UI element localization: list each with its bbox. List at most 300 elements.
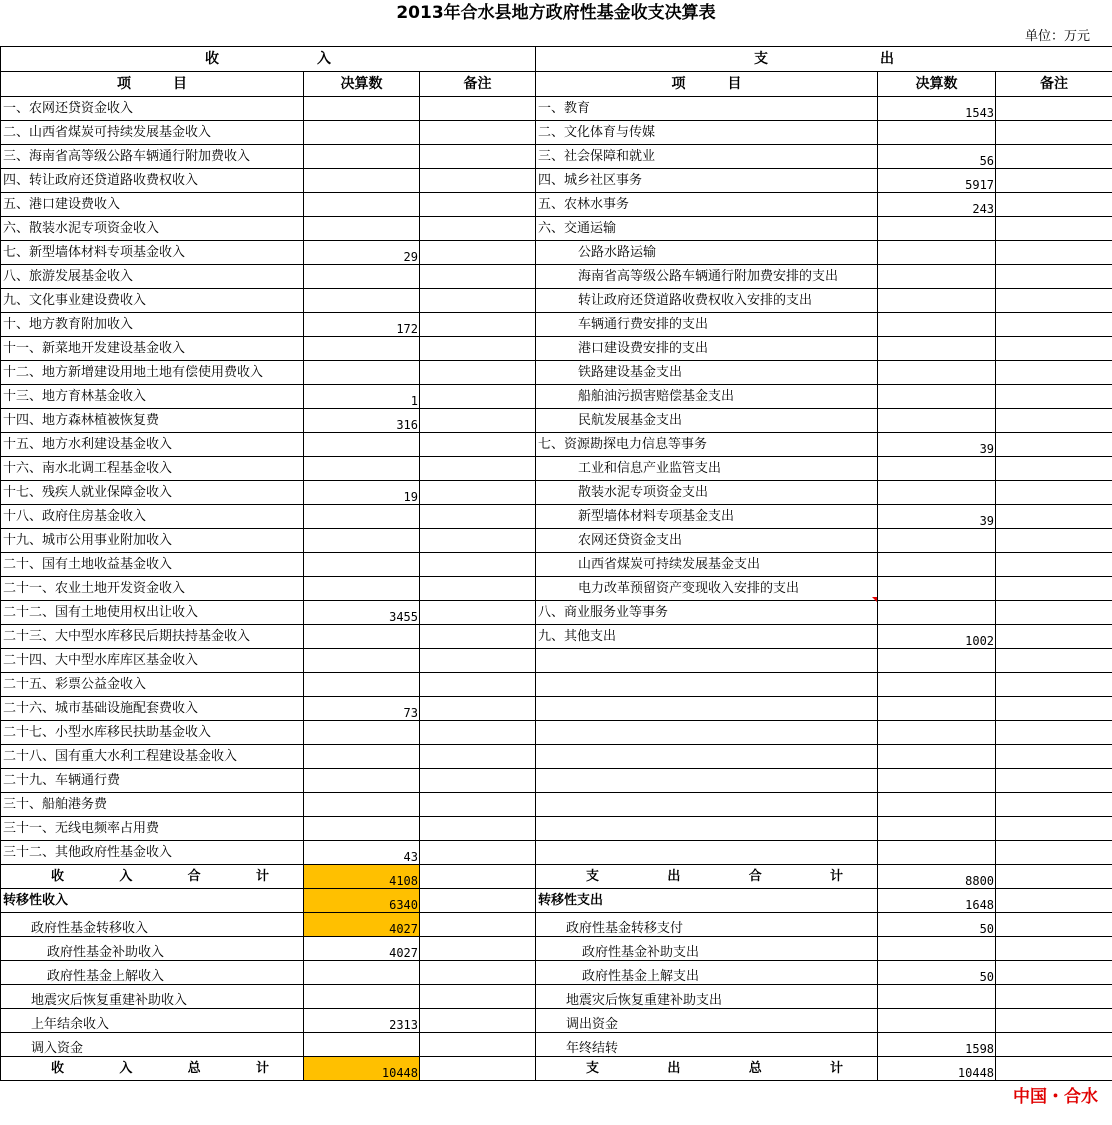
expense-note [996, 913, 1112, 937]
income-item: 三、海南省高等级公路车辆通行附加费收入 [1, 145, 304, 169]
table-row [1, 985, 1112, 1009]
income-item: 十、地方教育附加收入 [1, 313, 304, 337]
income-item: 二十八、国有重大水利工程建设基金收入 [1, 745, 304, 769]
expense-amount [878, 409, 996, 433]
income-amount [304, 1033, 420, 1057]
income-note [420, 529, 536, 553]
table-row [1, 241, 1112, 265]
expense-amount: 39 [878, 433, 996, 457]
income-amount [304, 121, 420, 145]
transfer-expense-label: 转移性支出 [536, 889, 878, 913]
expense-item: 调出资金 [536, 1009, 878, 1033]
income-item: 二十四、大中型水库库区基金收入 [1, 649, 304, 673]
income-note [420, 1009, 536, 1033]
expense-amount [878, 769, 996, 793]
income-col-amount: 决算数 [304, 72, 420, 97]
expense-item: 新型墙体材料专项基金支出 [536, 505, 878, 529]
expense-item: 山西省煤炭可持续发展基金支出 [536, 553, 878, 577]
expense-amount [878, 121, 996, 145]
income-item: 二十七、小型水库移民扶助基金收入 [1, 721, 304, 745]
income-amount [304, 433, 420, 457]
expense-amount: 50 [878, 913, 996, 937]
income-note [420, 1033, 536, 1057]
expense-amount [878, 553, 996, 577]
expense-item [536, 817, 878, 841]
income-item: 十九、城市公用事业附加收入 [1, 529, 304, 553]
comment-marker [872, 597, 877, 602]
income-item: 七、新型墙体材料专项基金收入 [1, 241, 304, 265]
income-note [420, 817, 536, 841]
expense-col-amount: 决算数 [878, 72, 996, 97]
expense-item: 民航发展基金支出 [536, 409, 878, 433]
income-note [420, 625, 536, 649]
income-item: 二十一、农业土地开发资金收入 [1, 577, 304, 601]
table-row [1, 433, 1112, 457]
income-amount [304, 265, 420, 289]
expense-note [996, 1057, 1112, 1081]
expense-item: 二、文化体育与传媒 [536, 121, 878, 145]
expense-note [996, 385, 1112, 409]
expense-item [536, 745, 878, 769]
expense-item: 车辆通行费安排的支出 [536, 313, 878, 337]
expense-note [996, 289, 1112, 313]
table-row [1, 769, 1112, 793]
expense-amount [878, 721, 996, 745]
income-note [420, 97, 536, 121]
expense-amount [878, 841, 996, 865]
expense-amount: 5917 [878, 169, 996, 193]
income-amount [304, 649, 420, 673]
income-item: 十五、地方水利建设基金收入 [1, 433, 304, 457]
expense-item: 六、交通运输 [536, 217, 878, 241]
fund-table [0, 46, 1112, 1081]
expense-note [996, 313, 1112, 337]
income-note [420, 793, 536, 817]
table-row [1, 289, 1112, 313]
income-amount [304, 97, 420, 121]
income-note [420, 361, 536, 385]
expense-note [996, 169, 1112, 193]
income-amount [304, 721, 420, 745]
expense-col-item: 项 目 [536, 72, 878, 97]
expense-amount [878, 457, 996, 481]
expense-note [996, 121, 1112, 145]
expense-note [996, 433, 1112, 457]
income-item: 上年结余收入 [1, 1009, 304, 1033]
table-row [1, 169, 1112, 193]
income-item: 一、农网还贷资金收入 [1, 97, 304, 121]
expense-note [996, 193, 1112, 217]
expense-amount [878, 793, 996, 817]
income-item: 二、山西省煤炭可持续发展基金收入 [1, 121, 304, 145]
table-row [1, 361, 1112, 385]
income-item: 五、港口建设费收入 [1, 193, 304, 217]
expense-note [996, 361, 1112, 385]
income-item: 政府性基金补助收入 [1, 937, 304, 961]
income-amount: 2313 [304, 1009, 420, 1033]
income-note [420, 697, 536, 721]
expense-note [996, 937, 1112, 961]
income-amount: 316 [304, 409, 420, 433]
income-item: 九、文化事业建设费收入 [1, 289, 304, 313]
income-amount [304, 793, 420, 817]
expense-amount: 243 [878, 193, 996, 217]
table-row [1, 145, 1112, 169]
table-row [1, 313, 1112, 337]
watermark: 中国・合水 [1013, 1087, 1098, 1107]
grand-expense-value: 10448 [878, 1057, 996, 1081]
grand-income-label: 收 入 总 计 [1, 1057, 304, 1081]
income-amount: 172 [304, 313, 420, 337]
table-row [1, 937, 1112, 961]
table-row [1, 529, 1112, 553]
expense-item: 三、社会保障和就业 [536, 145, 878, 169]
expense-amount [878, 817, 996, 841]
income-item: 政府性基金转移收入 [1, 913, 304, 937]
income-item: 十七、残疾人就业保障金收入 [1, 481, 304, 505]
table-row [1, 817, 1112, 841]
expense-amount [878, 265, 996, 289]
table-row [1, 625, 1112, 649]
table-row [1, 337, 1112, 361]
expense-amount: 50 [878, 961, 996, 985]
income-item: 六、散装水泥专项资金收入 [1, 217, 304, 241]
expense-note [996, 265, 1112, 289]
income-amount [304, 985, 420, 1009]
table-row [1, 481, 1112, 505]
expense-note [996, 697, 1112, 721]
expense-item [536, 769, 878, 793]
expense-item: 铁路建设基金支出 [536, 361, 878, 385]
table-row [1, 265, 1112, 289]
expense-amount [878, 481, 996, 505]
table-row [1, 961, 1112, 985]
expense-amount [878, 985, 996, 1009]
income-item: 二十三、大中型水库移民后期扶持基金收入 [1, 625, 304, 649]
transfer-income-value: 6340 [304, 889, 420, 913]
income-total-label: 收 入 合 计 [1, 865, 304, 889]
expense-item: 八、商业服务业等事务 [536, 601, 878, 625]
income-amount: 1 [304, 385, 420, 409]
income-amount [304, 217, 420, 241]
expense-note [996, 745, 1112, 769]
income-amount: 43 [304, 841, 420, 865]
expense-amount [878, 529, 996, 553]
expense-total-value: 8800 [878, 865, 996, 889]
table-row [1, 457, 1112, 481]
expense-item: 政府性基金转移支付 [536, 913, 878, 937]
expense-note [996, 241, 1112, 265]
expense-note [996, 889, 1112, 913]
expense-note [996, 457, 1112, 481]
expense-note [996, 625, 1112, 649]
table-row [1, 697, 1112, 721]
income-note [420, 961, 536, 985]
income-note [420, 1057, 536, 1081]
expense-amount [878, 313, 996, 337]
income-amount: 4027 [304, 937, 420, 961]
table-row [1, 577, 1112, 601]
income-amount: 29 [304, 241, 420, 265]
expense-note [996, 841, 1112, 865]
income-note [420, 289, 536, 313]
expense-section-header: 支 出 [536, 47, 1112, 72]
transfer-row [1, 889, 1112, 913]
expense-amount [878, 337, 996, 361]
income-note [420, 265, 536, 289]
income-note [420, 217, 536, 241]
expense-amount [878, 601, 996, 625]
income-amount [304, 145, 420, 169]
expense-item [536, 649, 878, 673]
expense-amount [878, 241, 996, 265]
income-amount [304, 361, 420, 385]
expense-amount [878, 1009, 996, 1033]
income-note [420, 481, 536, 505]
income-note [420, 745, 536, 769]
income-note [420, 769, 536, 793]
income-amount: 4027 [304, 913, 420, 937]
expense-item: 九、其他支出 [536, 625, 878, 649]
income-amount [304, 961, 420, 985]
expense-amount [878, 673, 996, 697]
income-note [420, 145, 536, 169]
expense-item: 年终结转 [536, 1033, 878, 1057]
income-item: 调入资金 [1, 1033, 304, 1057]
income-item: 二十五、彩票公益金收入 [1, 673, 304, 697]
expense-note [996, 505, 1112, 529]
expense-item: 工业和信息产业监管支出 [536, 457, 878, 481]
income-item: 二十九、车辆通行费 [1, 769, 304, 793]
expense-item [536, 673, 878, 697]
income-item: 三十二、其他政府性基金收入 [1, 841, 304, 865]
income-note [420, 673, 536, 697]
report-title: 2013年合水县地方政府性基金收支决算表 [396, 3, 716, 23]
expense-note [996, 97, 1112, 121]
grand-expense-label: 支 出 总 计 [536, 1057, 878, 1081]
table-row [1, 121, 1112, 145]
table-row [1, 193, 1112, 217]
income-amount [304, 529, 420, 553]
expense-item: 散装水泥专项资金支出 [536, 481, 878, 505]
income-note [420, 433, 536, 457]
table-row [1, 793, 1112, 817]
income-item: 八、旅游发展基金收入 [1, 265, 304, 289]
expense-item: 一、教育 [536, 97, 878, 121]
income-note [420, 121, 536, 145]
transfer-income-label: 转移性收入 [1, 889, 304, 913]
income-amount [304, 625, 420, 649]
grand-income-value: 10448 [304, 1057, 420, 1081]
expense-note [996, 793, 1112, 817]
income-note [420, 577, 536, 601]
expense-note [996, 577, 1112, 601]
income-item: 十八、政府住房基金收入 [1, 505, 304, 529]
expense-item: 农网还贷资金支出 [536, 529, 878, 553]
income-note [420, 385, 536, 409]
income-col-note: 备注 [420, 72, 536, 97]
table-row [1, 505, 1112, 529]
expense-note [996, 217, 1112, 241]
expense-item [536, 721, 878, 745]
expense-total-label: 支 出 合 计 [536, 865, 878, 889]
income-amount [304, 457, 420, 481]
subtotal-row [1, 865, 1112, 889]
expense-amount: 1002 [878, 625, 996, 649]
income-item: 政府性基金上解收入 [1, 961, 304, 985]
expense-item: 船舶油污损害赔偿基金支出 [536, 385, 878, 409]
unit-label: 单位：万元 [1024, 29, 1090, 44]
income-note [420, 865, 536, 889]
expense-item: 四、城乡社区事务 [536, 169, 878, 193]
income-amount [304, 745, 420, 769]
income-total-value: 4108 [304, 865, 420, 889]
section-header-row [1, 47, 1112, 72]
income-amount [304, 577, 420, 601]
table-body [1, 47, 1112, 1081]
income-note [420, 889, 536, 913]
income-amount [304, 769, 420, 793]
expense-amount [878, 697, 996, 721]
expense-amount [878, 937, 996, 961]
income-amount: 19 [304, 481, 420, 505]
expense-item [536, 841, 878, 865]
income-item: 三十一、无线电频率占用费 [1, 817, 304, 841]
expense-note [996, 769, 1112, 793]
expense-note [996, 1033, 1112, 1057]
income-item: 二十二、国有土地使用权出让收入 [1, 601, 304, 625]
column-header-row [1, 72, 1112, 97]
expense-col-note: 备注 [996, 72, 1112, 97]
expense-item [536, 793, 878, 817]
income-note [420, 457, 536, 481]
income-item: 三十、船舶港务费 [1, 793, 304, 817]
table-row [1, 1009, 1112, 1033]
expense-item: 地震灾后恢复重建补助支出 [536, 985, 878, 1009]
income-note [420, 841, 536, 865]
income-note [420, 505, 536, 529]
expense-item: 港口建设费安排的支出 [536, 337, 878, 361]
income-note [420, 985, 536, 1009]
expense-amount [878, 577, 996, 601]
expense-item: 电力改革预留资产变现收入安排的支出 [536, 577, 878, 601]
expense-item: 七、资源勘探电力信息等事务 [536, 433, 878, 457]
expense-note [996, 985, 1112, 1009]
income-item: 十三、地方育林基金收入 [1, 385, 304, 409]
income-amount [304, 169, 420, 193]
table-row [1, 841, 1112, 865]
income-note [420, 649, 536, 673]
income-note [420, 337, 536, 361]
transfer-expense-value: 1648 [878, 889, 996, 913]
table-row [1, 913, 1112, 937]
table-row [1, 649, 1112, 673]
income-note [420, 553, 536, 577]
expense-note [996, 817, 1112, 841]
income-note [420, 913, 536, 937]
expense-note [996, 145, 1112, 169]
table-row [1, 553, 1112, 577]
income-amount [304, 673, 420, 697]
table-row [1, 601, 1112, 625]
expense-item: 政府性基金补助支出 [536, 937, 878, 961]
expense-note [996, 1009, 1112, 1033]
income-note [420, 241, 536, 265]
expense-amount [878, 289, 996, 313]
expense-amount: 56 [878, 145, 996, 169]
income-amount [304, 553, 420, 577]
expense-amount [878, 745, 996, 769]
expense-amount [878, 649, 996, 673]
income-amount [304, 505, 420, 529]
income-note [420, 937, 536, 961]
income-amount [304, 817, 420, 841]
expense-note [996, 961, 1112, 985]
income-note [420, 601, 536, 625]
income-amount [304, 289, 420, 313]
table-row [1, 217, 1112, 241]
expense-note [996, 529, 1112, 553]
table-row [1, 745, 1112, 769]
expense-note [996, 865, 1112, 889]
income-item: 二十、国有土地收益基金收入 [1, 553, 304, 577]
expense-item: 转让政府还贷道路收费权收入安排的支出 [536, 289, 878, 313]
income-item: 十四、地方森林植被恢复费 [1, 409, 304, 433]
income-amount: 3455 [304, 601, 420, 625]
expense-amount [878, 217, 996, 241]
income-section-header: 收 入 [1, 47, 536, 72]
income-amount [304, 337, 420, 361]
table-row [1, 1033, 1112, 1057]
expense-item: 公路水路运输 [536, 241, 878, 265]
expense-item: 政府性基金上解支出 [536, 961, 878, 985]
expense-amount: 39 [878, 505, 996, 529]
income-item: 十二、地方新增建设用地土地有偿使用费收入 [1, 361, 304, 385]
expense-note [996, 721, 1112, 745]
expense-note [996, 553, 1112, 577]
income-note [420, 721, 536, 745]
expense-note [996, 481, 1112, 505]
expense-note [996, 649, 1112, 673]
expense-amount [878, 385, 996, 409]
income-col-item: 项 目 [1, 72, 304, 97]
income-item: 地震灾后恢复重建补助收入 [1, 985, 304, 1009]
expense-note [996, 601, 1112, 625]
expense-item [536, 697, 878, 721]
table-row [1, 385, 1112, 409]
expense-note [996, 673, 1112, 697]
expense-item: 五、农林水事务 [536, 193, 878, 217]
table-row [1, 97, 1112, 121]
expense-amount: 1598 [878, 1033, 996, 1057]
expense-note [996, 337, 1112, 361]
expense-note [996, 409, 1112, 433]
income-note [420, 169, 536, 193]
income-note [420, 313, 536, 337]
income-item: 十一、新菜地开发建设基金收入 [1, 337, 304, 361]
income-item: 二十六、城市基础设施配套费收入 [1, 697, 304, 721]
income-note [420, 409, 536, 433]
table-row [1, 721, 1112, 745]
income-note [420, 193, 536, 217]
expense-item: 海南省高等级公路车辆通行附加费安排的支出 [536, 265, 878, 289]
expense-amount [878, 361, 996, 385]
grand-total-row [1, 1057, 1112, 1081]
income-item: 四、转让政府还贷道路收费权收入 [1, 169, 304, 193]
income-amount [304, 193, 420, 217]
table-row [1, 409, 1112, 433]
table-row [1, 673, 1112, 697]
